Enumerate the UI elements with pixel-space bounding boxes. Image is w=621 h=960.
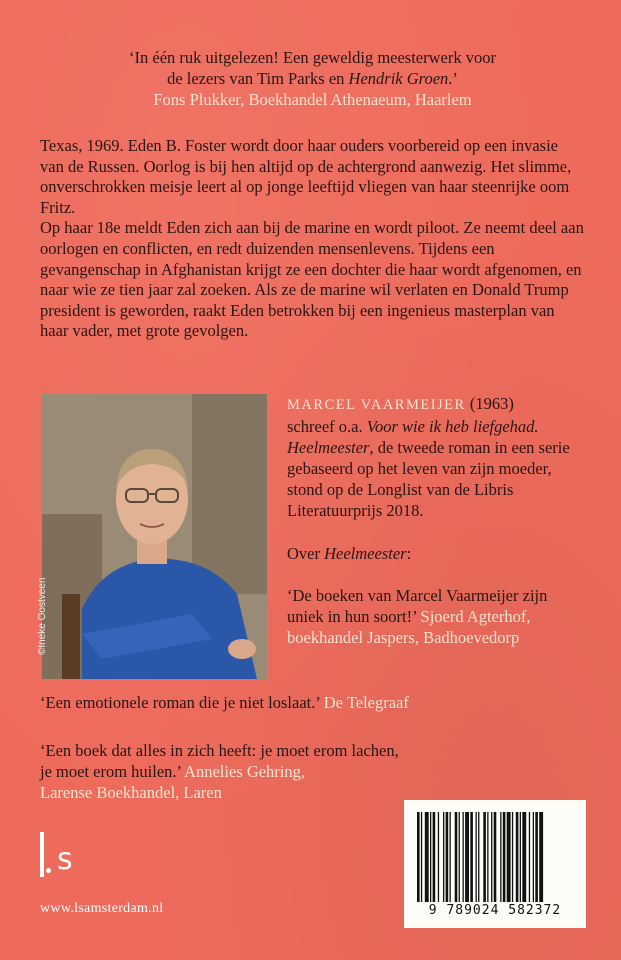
author-name: MARCEL VAARMEIJER bbox=[287, 397, 466, 413]
isbn-number: 9 789024 582372 bbox=[428, 903, 562, 918]
barcode-bar bbox=[430, 812, 431, 902]
barcode-bar bbox=[425, 812, 429, 902]
barcode-bar bbox=[516, 812, 519, 902]
logo-letter: s bbox=[57, 842, 73, 877]
barcode-bar bbox=[421, 812, 422, 902]
author-bio-text-2: , de tweede roman in een serie gebaseerd op het leven van zijn moeder, stond op de Longlist van de Libris Literatuurprijs 2018. bbox=[287, 438, 570, 520]
barcode-bar bbox=[465, 812, 469, 902]
barcode-bar bbox=[443, 812, 444, 902]
barcode-bar bbox=[522, 812, 526, 902]
top-quote-line1: ‘In één ruk uitgelezen! Een geweldig meesterwerk voor bbox=[129, 48, 496, 67]
barcode-bar bbox=[476, 812, 477, 902]
review-quote-2-text: ‘De boeken van Marcel Vaarmeijer zijn uniek in hun soort!’ bbox=[287, 586, 548, 626]
top-quote-line2-suffix: .’ bbox=[448, 69, 458, 88]
review-quote-4 bbox=[40, 740, 585, 803]
barcode-bar bbox=[463, 812, 464, 902]
review-quote-3-attribution: De Telegraaf bbox=[319, 693, 409, 712]
review-quote-3-text: ‘Een emotionele roman die je niet loslaat.’ bbox=[40, 693, 320, 712]
barcode-bar bbox=[535, 812, 538, 902]
top-quote-book-title: Hendrik Groen bbox=[348, 69, 449, 88]
about-prefix: Over bbox=[287, 544, 325, 563]
review-quote-2-attribution: Sjoerd Agterhof, boekhandel Jaspers, Badhoevedorp bbox=[287, 607, 531, 647]
barcode-bar bbox=[503, 812, 506, 902]
barcode-bar bbox=[446, 812, 449, 902]
author-book-title-2: Heelmeester bbox=[287, 438, 370, 457]
author-book-title-1: Voor wie ik heb liefgehad. bbox=[366, 417, 539, 436]
logo-bar bbox=[40, 832, 44, 877]
review-quote-4-line1: ‘Een boek dat alles in zich heeft: je moet erom lachen, bbox=[40, 741, 399, 760]
synopsis-paragraph-2: Op haar 18e meldt Eden zich aan bij de marine en wordt piloot. Ze neemt deel aan oorlogen en conflicten, en redt duizenden mensenlevens. Tijdens een gevangenschap in Afghanistan krijgt ze een dochter die haar wordt afgenomen, en naar wie ze tien jaar zal zoeken. Als ze de marine wil verlaten en Donald Trump president is geworden, raakt Eden betrokken bij een ingenieus masterplan van haar vader, met grote gevolgen. bbox=[40, 218, 584, 341]
synopsis bbox=[40, 136, 585, 342]
photo-credit: ©Ineke Oostveen bbox=[37, 577, 48, 655]
review-quote-2 bbox=[287, 585, 587, 648]
barcode-bar bbox=[483, 812, 486, 902]
author-birth-year: (1963) bbox=[465, 394, 514, 413]
about-book-title: Heelmeester bbox=[324, 544, 407, 563]
author-photo bbox=[37, 394, 267, 679]
author-bio-text-1: schreef o.a. bbox=[287, 417, 367, 436]
barcode-bar bbox=[470, 812, 473, 902]
barcode-bar bbox=[512, 812, 513, 902]
barcode-bar bbox=[487, 812, 488, 902]
top-quote-line2-prefix: de lezers van Tim Parks en bbox=[167, 69, 349, 88]
publisher-logo bbox=[40, 832, 73, 877]
review-quote-4-attribution-2: Larense Boekhandel, Laren bbox=[40, 783, 222, 802]
author-portrait-illustration bbox=[42, 394, 267, 679]
isbn-barcode bbox=[404, 800, 586, 928]
review-quote-3 bbox=[40, 692, 585, 713]
author-section bbox=[287, 393, 587, 648]
barcode-bars bbox=[417, 812, 573, 902]
barcode-bar bbox=[450, 812, 451, 902]
barcode-bar bbox=[500, 812, 501, 902]
barcode-bar bbox=[455, 812, 458, 902]
barcode-bar bbox=[459, 812, 460, 902]
review-quote-4-line2: je moet erom huilen.’ bbox=[40, 762, 181, 781]
barcode-bar bbox=[494, 812, 497, 902]
about-suffix: : bbox=[406, 544, 412, 563]
author-bio bbox=[287, 393, 587, 521]
barcode-bar bbox=[520, 812, 521, 902]
review-quote-4-attribution-1: Annelies Gehring, bbox=[180, 762, 306, 781]
barcode-bar bbox=[539, 812, 543, 902]
logo-dot bbox=[46, 868, 51, 873]
barcode-bar bbox=[417, 812, 420, 902]
barcode-bar bbox=[491, 812, 492, 902]
barcode-bar bbox=[478, 812, 479, 902]
top-quote-attribution: Fons Plukker, Boekhandel Athenaeum, Haarlem bbox=[153, 90, 472, 109]
top-review-quote bbox=[40, 47, 585, 110]
barcode-bar bbox=[529, 812, 530, 902]
synopsis-paragraph-1: Texas, 1969. Eden B. Foster wordt door haar ouders voorbereid op een invasie van de Russen. Oorlog is bij hen altijd op de achtergrond aanwezig. Het slimme, onverschrokken meisje leert al op jonge leeftijd vliegen van haar steenrijke oom Fritz. bbox=[40, 136, 572, 217]
barcode-bar bbox=[507, 812, 511, 902]
publisher-website: www.lsamsterdam.nl bbox=[40, 901, 164, 916]
barcode-bar bbox=[438, 812, 439, 902]
about-heading bbox=[287, 543, 587, 564]
barcode-bar bbox=[533, 812, 534, 902]
barcode-bar bbox=[433, 812, 436, 902]
